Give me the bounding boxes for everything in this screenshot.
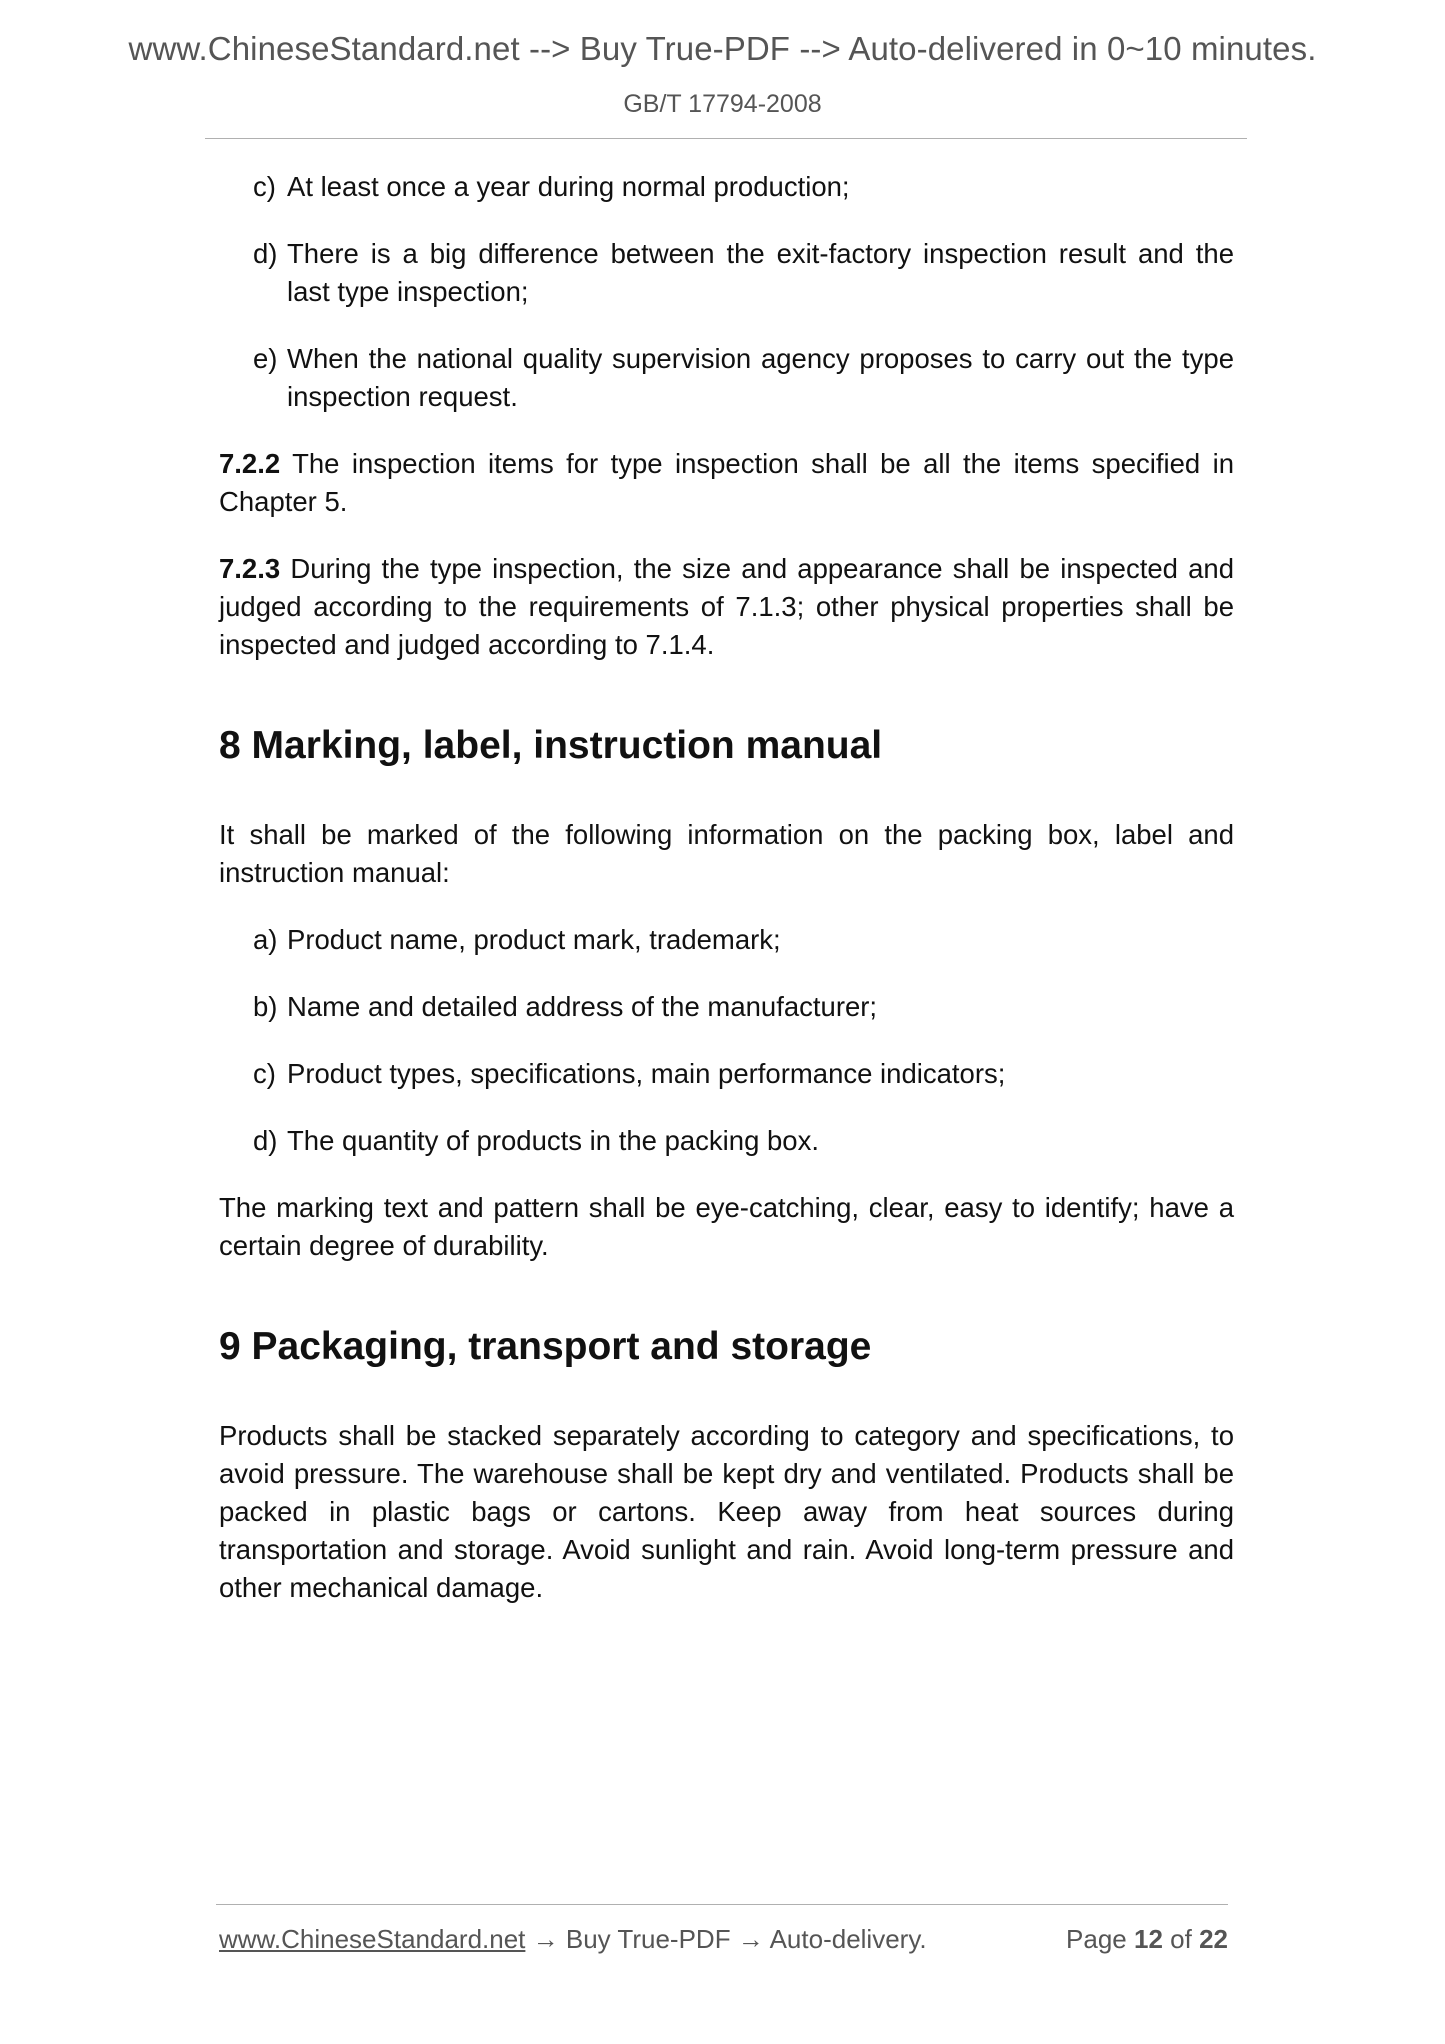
- list-item-text: There is a big difference between the exit-factory inspection result and the last type inspection;: [287, 238, 1234, 307]
- page-label: Page: [1066, 1924, 1127, 1954]
- footer-site-link[interactable]: www.ChineseStandard.net: [219, 1924, 526, 1954]
- clause-number: 7.2.3: [219, 553, 281, 584]
- list-item-mark: d): [253, 1125, 278, 1156]
- section-8-intro: It shall be marked of the following information on the packing box, label and instruction manual:: [219, 819, 1234, 888]
- list-item-mark: b): [253, 991, 278, 1022]
- page-number: 12: [1134, 1924, 1163, 1954]
- section-8-heading: 8 Marking, label, instruction manual: [219, 724, 883, 767]
- footer-left: [219, 1924, 927, 1955]
- page-footer: [219, 1924, 1228, 1955]
- section-9-text: Products shall be stacked separately according to category and specifications, to avoid pressure. The warehouse shall be kept dry and ventilated. Products shall be packed in plastic bags or cartons. Keep away from heat sources during transportation and storage. Avoid sunlight and rain. Avoid long-term pressure and other mechanical damage.: [219, 1420, 1234, 1603]
- section-8-closing: The marking text and pattern shall be eye-catching, clear, easy to identify; have a certain degree of durability.: [219, 1192, 1234, 1261]
- list-item-text: Name and detailed address of the manufacturer;: [287, 991, 878, 1022]
- page-indicator: [1066, 1924, 1228, 1955]
- list-item: [253, 1122, 1234, 1160]
- list-item-mark: c): [253, 1058, 276, 1089]
- clause-text: The inspection items for type inspection shall be all the items specified in Chapter 5.: [219, 448, 1234, 517]
- list-item-text: Product name, product mark, trademark;: [287, 924, 781, 955]
- page-content: [219, 168, 1234, 1636]
- list-item-text: When the national quality supervision agency proposes to carry out the type inspection request.: [287, 343, 1234, 412]
- list-item-mark: c): [253, 171, 276, 202]
- list-item: [253, 921, 1234, 959]
- header-divider: [205, 138, 1247, 139]
- clause-7-2-2: [219, 445, 1234, 521]
- list-item: [253, 235, 1234, 311]
- clause-text: During the type inspection, the size and appearance shall be inspected and judged according to the requirements of 7.1.3; other physical properties shall be inspected and judged according to 7.1.4.: [219, 553, 1235, 660]
- list-item: [253, 168, 1234, 206]
- of-label: of: [1170, 1924, 1192, 1954]
- list-item-text: The quantity of products in the packing box.: [287, 1125, 819, 1156]
- list-item: [253, 1055, 1234, 1093]
- clause-7-2-3: [219, 550, 1234, 664]
- list-item-text: Product types, specifications, main performance indicators;: [287, 1058, 1006, 1089]
- list-item-mark: d): [253, 238, 278, 269]
- clause-number: 7.2.2: [219, 448, 281, 479]
- list-item: [253, 340, 1234, 416]
- list-item-mark: e): [253, 343, 278, 374]
- list-item-text: At least once a year during normal production;: [287, 171, 850, 202]
- standard-code: GB/T 17794-2008: [623, 90, 822, 118]
- footer-tail-text: → Buy True-PDF → Auto-delivery.: [532, 1924, 927, 1954]
- list-item: [253, 988, 1234, 1026]
- list-item-mark: a): [253, 924, 278, 955]
- page-total: 22: [1199, 1924, 1228, 1954]
- footer-divider: [216, 1904, 1228, 1905]
- section-9-heading: 9 Packaging, transport and storage: [219, 1325, 872, 1368]
- site-banner: www.ChineseStandard.net --> Buy True-PDF --> Auto-delivered in 0~10 minutes.: [128, 30, 1317, 67]
